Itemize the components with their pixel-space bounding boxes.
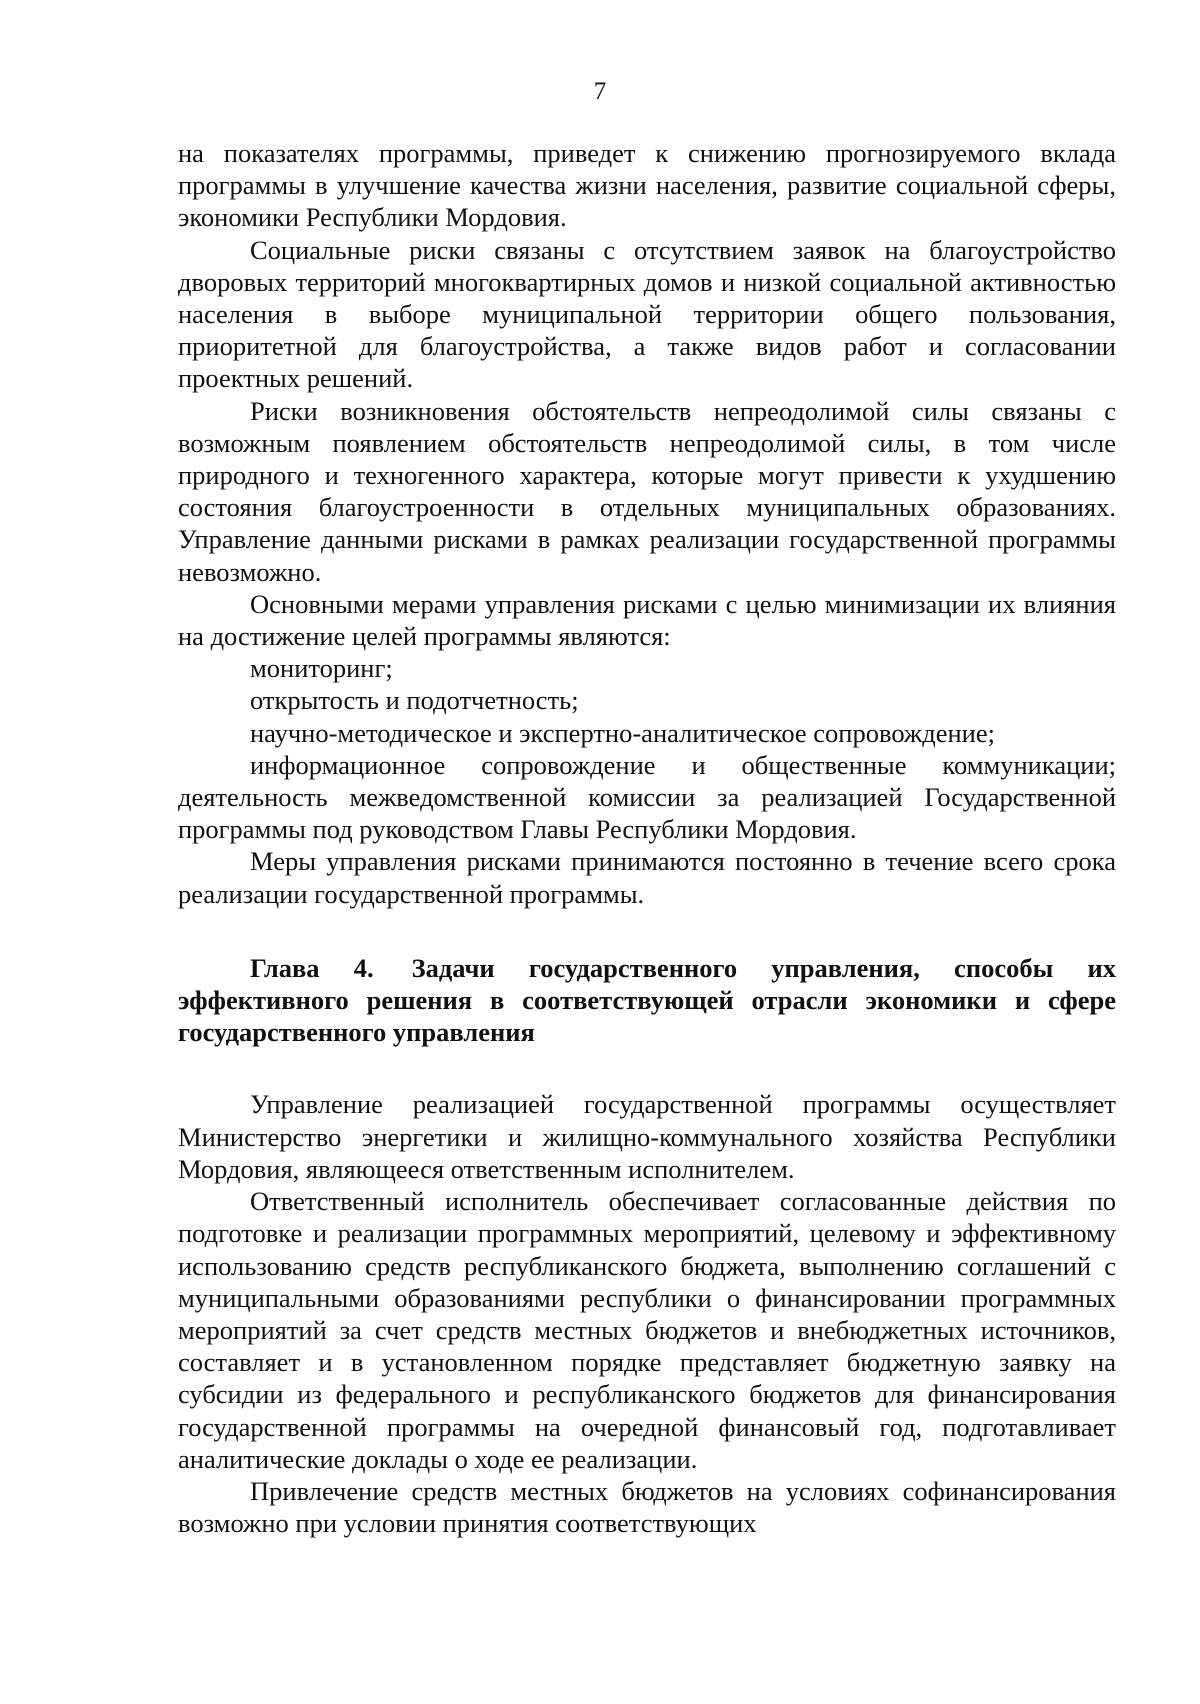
list-item-monitoring: мониторинг; xyxy=(250,653,393,684)
document-body xyxy=(178,137,1116,1539)
paragraph-social-risks: Социальные риски связаны с отсутствием заявок на благоустройство дворовых территорий многоквартирных домов и низкой социальной активностью населения в выборе муниципальной территории общего пользования, приоритетной для благоустройства, а также видов работ и согласовании проектных решений. xyxy=(178,234,1116,394)
spacer xyxy=(178,1048,1116,1088)
chapter-title: Задачи государственного управления, способы их эффективного решения в соответствующей отрасли экономики и сфере государственного управления xyxy=(178,952,1116,1048)
chapter-heading xyxy=(178,952,1116,1049)
paragraph-risk-measures-constant: Меры управления рисками принимаются постоянно в течение всего срока реализации государственной программы. xyxy=(178,846,1116,909)
paragraph-management: Управление реализацией государственной программы осуществляет Министерство энергетики и жилищно-коммунального хозяйства Республики Мордовия, являющееся ответственным исполнителем. xyxy=(178,1089,1116,1184)
paragraph-responsible-executor: Ответственный исполнитель обеспечивает согласованные действия по подготовке и реализации программных мероприятий, целевому и эффективному использованию средств республиканского бюджета, выполнению соглашений с муниципальными образованиями республики о финансировании программных мероприятий за счет средств местных бюджетов и внебюджетных источников, составляет и в установленном порядке представляет бюджетную заявку на субсидии из федерального и республиканского бюджетов для финансирования государственной программы на очередной финансовый год, подготавливает аналитические доклады о ходе ее реализации. xyxy=(178,1186,1116,1474)
list-item-information-support: информационное сопровождение и общественные коммуникации; деятельность межведомственной комиссии за реализацией Государственной программы под руководством Главы Республики Мордовия. xyxy=(178,749,1116,845)
list-item-openness: открытость и подотчетность; xyxy=(250,685,579,716)
paragraph-risk-measures-intro: Основными мерами управления рисками с целью минимизации их влияния на достижение целей программы являются: xyxy=(178,588,1116,652)
list-item-scientific-support: научно-методическое и экспертно-аналитическое сопровождение; xyxy=(250,717,995,748)
paragraph-continuation: на показателях программы, приведет к снижению прогнозируемого вклада программы в улучшение качества жизни населения, развитие социальной сферы, экономики Республики Мордовия. xyxy=(178,138,1116,233)
paragraph-local-budgets: Привлечение средств местных бюджетов на условиях софинансирования возможно при условии принятия соответствующих xyxy=(178,1475,1116,1539)
chapter-label: Глава 4. xyxy=(250,952,374,983)
page-number: 7 xyxy=(593,78,607,105)
paragraph-force-majeure-risks: Риски возникновения обстоятельств непреодолимой силы связаны с возможным появлением обстоятельств непреодолимой силы, в том числе природного и техногенного характера, которые могут привести к ухудшению состояния благоустроенности в отдельных муниципальных образованиях. Управление данными рисками в рамках реализации государственной программы невозможно. xyxy=(178,395,1116,587)
